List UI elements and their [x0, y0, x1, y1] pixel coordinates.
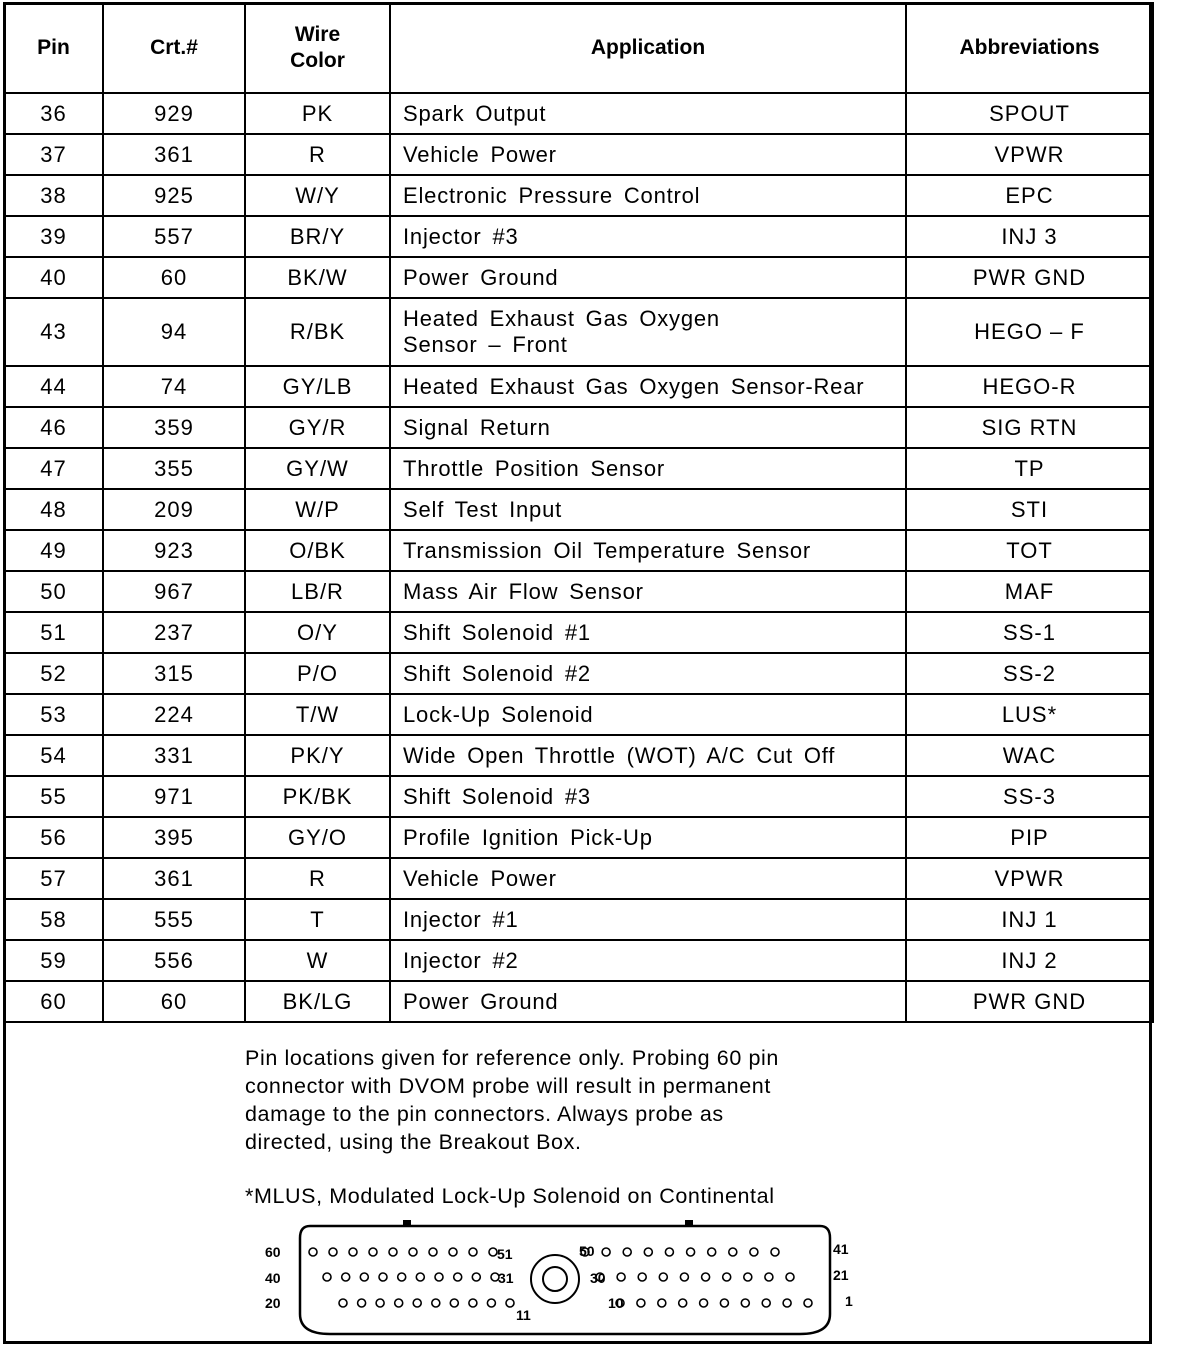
- cell-circuit: 555: [103, 899, 245, 940]
- reference-note: [245, 1044, 945, 1156]
- header-abbreviations: Abbreviations: [906, 3, 1153, 93]
- cell-pin: 49: [4, 530, 103, 571]
- pin-hole: [349, 1248, 357, 1256]
- cell-wire-color: W/P: [245, 489, 390, 530]
- cell-abbreviation: TP: [906, 448, 1153, 489]
- cell-application: Vehicle Power: [390, 858, 906, 899]
- connector-center-hole: [543, 1267, 567, 1291]
- table-row: [4, 612, 1153, 653]
- pin-hole: [489, 1248, 497, 1256]
- label-left-top: 60: [265, 1244, 281, 1260]
- pin-hole: [762, 1299, 770, 1307]
- cell-pin: 36: [4, 93, 103, 134]
- cell-application: Transmission Oil Temperature Sensor: [390, 530, 906, 571]
- cell-abbreviation: PWR GND: [906, 257, 1153, 298]
- pin-hole: [665, 1248, 673, 1256]
- note-line-4: directed, using the Breakout Box.: [245, 1130, 582, 1154]
- footnote: *MLUS, Modulated Lock-Up Solenoid on Continental: [245, 1184, 775, 1208]
- pin-hole: [487, 1299, 495, 1307]
- pin-hole: [637, 1299, 645, 1307]
- cell-abbreviation: EPC: [906, 175, 1153, 216]
- cell-circuit: 923: [103, 530, 245, 571]
- cell-circuit: 929: [103, 93, 245, 134]
- cell-wire-color: PK/Y: [245, 735, 390, 776]
- cell-application: [390, 298, 906, 366]
- cell-application: Self Test Input: [390, 489, 906, 530]
- cell-circuit: 359: [103, 407, 245, 448]
- connector-pin-holes: [309, 1248, 812, 1307]
- cell-pin: 37: [4, 134, 103, 175]
- pin-hole: [413, 1299, 421, 1307]
- cell-application: Spark Output: [390, 93, 906, 134]
- pin-hole: [638, 1273, 646, 1281]
- pin-hole: [469, 1248, 477, 1256]
- pin-hole: [720, 1299, 728, 1307]
- cell-pin: 40: [4, 257, 103, 298]
- table-row: [4, 448, 1153, 489]
- cell-circuit: 967: [103, 571, 245, 612]
- cell-wire-color: PK/BK: [245, 776, 390, 817]
- table-row: [4, 694, 1153, 735]
- pin-hole: [723, 1273, 731, 1281]
- cell-circuit: 74: [103, 366, 245, 407]
- cell-pin: 39: [4, 216, 103, 257]
- cell-pin: 55: [4, 776, 103, 817]
- pin-hole: [786, 1273, 794, 1281]
- cell-abbreviation: INJ 3: [906, 216, 1153, 257]
- cell-circuit: 395: [103, 817, 245, 858]
- cell-pin: 57: [4, 858, 103, 899]
- cell-abbreviation: HEGO – F: [906, 298, 1153, 366]
- label-inner-51: 51: [497, 1246, 513, 1262]
- cell-circuit: 60: [103, 257, 245, 298]
- cell-wire-color: BR/Y: [245, 216, 390, 257]
- cell-wire-color: LB/R: [245, 571, 390, 612]
- header-wire-color: [245, 3, 390, 93]
- pin-hole: [472, 1273, 480, 1281]
- pin-hole: [398, 1273, 406, 1281]
- cell-wire-color: O/Y: [245, 612, 390, 653]
- table-header-row: [4, 3, 1153, 93]
- pin-hole: [449, 1248, 457, 1256]
- cell-pin: 60: [4, 981, 103, 1022]
- header-wire-color-line2: Color: [290, 49, 345, 72]
- cell-wire-color: GY/W: [245, 448, 390, 489]
- cell-abbreviation: MAF: [906, 571, 1153, 612]
- cell-abbreviation: SS-2: [906, 653, 1153, 694]
- cell-abbreviation: SS-3: [906, 776, 1153, 817]
- header-application: Application: [390, 3, 906, 93]
- pin-hole: [708, 1248, 716, 1256]
- pin-hole: [741, 1299, 749, 1307]
- cell-wire-color: GY/LB: [245, 366, 390, 407]
- table-row: [4, 940, 1153, 981]
- cell-abbreviation: INJ 1: [906, 899, 1153, 940]
- connector-key-right: [685, 1220, 693, 1226]
- cell-abbreviation: VPWR: [906, 858, 1153, 899]
- cell-wire-color: O/BK: [245, 530, 390, 571]
- pin-hole: [329, 1248, 337, 1256]
- cell-application: Wide Open Throttle (WOT) A/C Cut Off: [390, 735, 906, 776]
- pin-hole: [687, 1248, 695, 1256]
- connector-diagram: [255, 1214, 865, 1344]
- cell-wire-color: P/O: [245, 653, 390, 694]
- pin-hole: [358, 1299, 366, 1307]
- cell-application: Throttle Position Sensor: [390, 448, 906, 489]
- cell-wire-color: BK/LG: [245, 981, 390, 1022]
- cell-abbreviation: WAC: [906, 735, 1153, 776]
- label-right-top: 41: [833, 1241, 849, 1257]
- cell-application: Shift Solenoid #3: [390, 776, 906, 817]
- cell-wire-color: GY/O: [245, 817, 390, 858]
- pin-hole: [765, 1273, 773, 1281]
- cell-wire-color: BK/W: [245, 257, 390, 298]
- cell-pin: 53: [4, 694, 103, 735]
- cell-abbreviation: PIP: [906, 817, 1153, 858]
- cell-application-line2: Sensor – Front: [403, 332, 568, 357]
- cell-application: Profile Ignition Pick-Up: [390, 817, 906, 858]
- label-inner-10: 10: [608, 1295, 624, 1311]
- table-row: [4, 366, 1153, 407]
- label-right-bottom: 1: [845, 1293, 853, 1309]
- pin-hole: [617, 1273, 625, 1281]
- cell-wire-color: T/W: [245, 694, 390, 735]
- table-row: [4, 817, 1153, 858]
- cell-application: Heated Exhaust Gas Oxygen Sensor-Rear: [390, 366, 906, 407]
- pin-hole: [429, 1248, 437, 1256]
- pin-table: [3, 2, 1154, 1023]
- pin-hole: [360, 1273, 368, 1281]
- cell-pin: 56: [4, 817, 103, 858]
- cell-circuit: 556: [103, 940, 245, 981]
- pin-hole: [379, 1273, 387, 1281]
- table-row: [4, 858, 1153, 899]
- cell-wire-color: R/BK: [245, 298, 390, 366]
- cell-application: Injector #3: [390, 216, 906, 257]
- table-row: [4, 216, 1153, 257]
- table-row: [4, 653, 1153, 694]
- cell-circuit: 60: [103, 981, 245, 1022]
- cell-wire-color: W/Y: [245, 175, 390, 216]
- label-left-mid: 40: [265, 1270, 281, 1286]
- table-row: [4, 93, 1153, 134]
- cell-abbreviation: SIG RTN: [906, 407, 1153, 448]
- label-inner-30: 30: [590, 1270, 606, 1286]
- cell-application: Vehicle Power: [390, 134, 906, 175]
- cell-pin: 44: [4, 366, 103, 407]
- note-line-1: Pin locations given for reference only. Probing 60 pin: [245, 1046, 779, 1070]
- cell-abbreviation: VPWR: [906, 134, 1153, 175]
- note-line-2: connector with DVOM probe will result in permanent: [245, 1074, 771, 1098]
- cell-pin: 54: [4, 735, 103, 776]
- cell-application: Power Ground: [390, 981, 906, 1022]
- cell-pin: 48: [4, 489, 103, 530]
- cell-application-line1: Heated Exhaust Gas Oxygen: [403, 306, 720, 331]
- table-row: [4, 735, 1153, 776]
- cell-circuit: 209: [103, 489, 245, 530]
- pin-hole: [416, 1273, 424, 1281]
- label-inner-11: 11: [516, 1307, 531, 1323]
- header-pin: Pin: [4, 3, 103, 93]
- label-inner-31: 31: [498, 1270, 514, 1286]
- pin-hole: [454, 1273, 462, 1281]
- table-row: [4, 407, 1153, 448]
- pin-hole: [342, 1273, 350, 1281]
- label-right-mid: 21: [833, 1267, 849, 1283]
- cell-circuit: 361: [103, 134, 245, 175]
- connector-center-ring: [531, 1255, 579, 1303]
- cell-circuit: 355: [103, 448, 245, 489]
- pin-hole: [432, 1299, 440, 1307]
- cell-application: Lock-Up Solenoid: [390, 694, 906, 735]
- label-left-bottom: 20: [265, 1295, 281, 1311]
- pin-hole: [389, 1248, 397, 1256]
- cell-abbreviation: LUS*: [906, 694, 1153, 735]
- cell-abbreviation: SS-1: [906, 612, 1153, 653]
- cell-pin: 58: [4, 899, 103, 940]
- pin-hole: [771, 1248, 779, 1256]
- table-row: [4, 571, 1153, 612]
- pin-hole: [323, 1273, 331, 1281]
- cell-application: Shift Solenoid #1: [390, 612, 906, 653]
- pin-hole: [623, 1248, 631, 1256]
- cell-wire-color: PK: [245, 93, 390, 134]
- pin-hole: [783, 1299, 791, 1307]
- pin-hole: [744, 1273, 752, 1281]
- cell-circuit: 361: [103, 858, 245, 899]
- note-line-3: damage to the pin connectors. Always probe as: [245, 1102, 724, 1126]
- cell-circuit: 224: [103, 694, 245, 735]
- pin-hole: [435, 1273, 443, 1281]
- cell-wire-color: R: [245, 134, 390, 175]
- cell-abbreviation: INJ 2: [906, 940, 1153, 981]
- cell-wire-color: T: [245, 899, 390, 940]
- cell-abbreviation: STI: [906, 489, 1153, 530]
- header-circuit: Crt.#: [103, 3, 245, 93]
- pin-hole: [658, 1299, 666, 1307]
- cell-circuit: 557: [103, 216, 245, 257]
- cell-abbreviation: HEGO-R: [906, 366, 1153, 407]
- cell-pin: 52: [4, 653, 103, 694]
- table-row: [4, 175, 1153, 216]
- pin-hole: [702, 1273, 710, 1281]
- cell-application: Signal Return: [390, 407, 906, 448]
- cell-circuit: 94: [103, 298, 245, 366]
- cell-circuit: 971: [103, 776, 245, 817]
- pin-hole: [680, 1273, 688, 1281]
- cell-circuit: 331: [103, 735, 245, 776]
- cell-pin: 43: [4, 298, 103, 366]
- label-inner-50: 50: [579, 1243, 595, 1259]
- cell-application: Injector #2: [390, 940, 906, 981]
- cell-pin: 59: [4, 940, 103, 981]
- pin-hole: [395, 1299, 403, 1307]
- cell-abbreviation: SPOUT: [906, 93, 1153, 134]
- cell-application: Mass Air Flow Sensor: [390, 571, 906, 612]
- table-row: [4, 981, 1153, 1022]
- cell-pin: 51: [4, 612, 103, 653]
- cell-pin: 38: [4, 175, 103, 216]
- cell-pin: 46: [4, 407, 103, 448]
- cell-application: Power Ground: [390, 257, 906, 298]
- cell-wire-color: R: [245, 858, 390, 899]
- pin-hole: [644, 1248, 652, 1256]
- cell-abbreviation: PWR GND: [906, 981, 1153, 1022]
- header-wire-color-line1: Wire: [294, 23, 341, 46]
- cell-circuit: 925: [103, 175, 245, 216]
- cell-pin: 47: [4, 448, 103, 489]
- cell-circuit: 237: [103, 612, 245, 653]
- pin-hole: [376, 1299, 384, 1307]
- pin-hole: [804, 1299, 812, 1307]
- pin-hole: [750, 1248, 758, 1256]
- pin-hole: [602, 1248, 610, 1256]
- cell-wire-color: W: [245, 940, 390, 981]
- pin-hole: [450, 1299, 458, 1307]
- cell-application: Shift Solenoid #2: [390, 653, 906, 694]
- pin-hole: [339, 1299, 347, 1307]
- cell-application: Injector #1: [390, 899, 906, 940]
- cell-circuit: 315: [103, 653, 245, 694]
- table-row: [4, 776, 1153, 817]
- pin-hole: [469, 1299, 477, 1307]
- table-row: [4, 257, 1153, 298]
- cell-application: Electronic Pressure Control: [390, 175, 906, 216]
- table-row: [4, 298, 1153, 366]
- table-row: [4, 899, 1153, 940]
- pin-hole: [409, 1248, 417, 1256]
- table-row: [4, 134, 1153, 175]
- pin-hole: [659, 1273, 667, 1281]
- pin-hole: [700, 1299, 708, 1307]
- cell-pin: 50: [4, 571, 103, 612]
- pin-hole: [729, 1248, 737, 1256]
- pin-hole: [369, 1248, 377, 1256]
- pin-hole: [309, 1248, 317, 1256]
- table-row: [4, 489, 1153, 530]
- cell-abbreviation: TOT: [906, 530, 1153, 571]
- cell-wire-color: GY/R: [245, 407, 390, 448]
- pin-hole: [506, 1299, 514, 1307]
- pin-hole: [679, 1299, 687, 1307]
- connector-key-left: [403, 1220, 411, 1226]
- table-row: [4, 530, 1153, 571]
